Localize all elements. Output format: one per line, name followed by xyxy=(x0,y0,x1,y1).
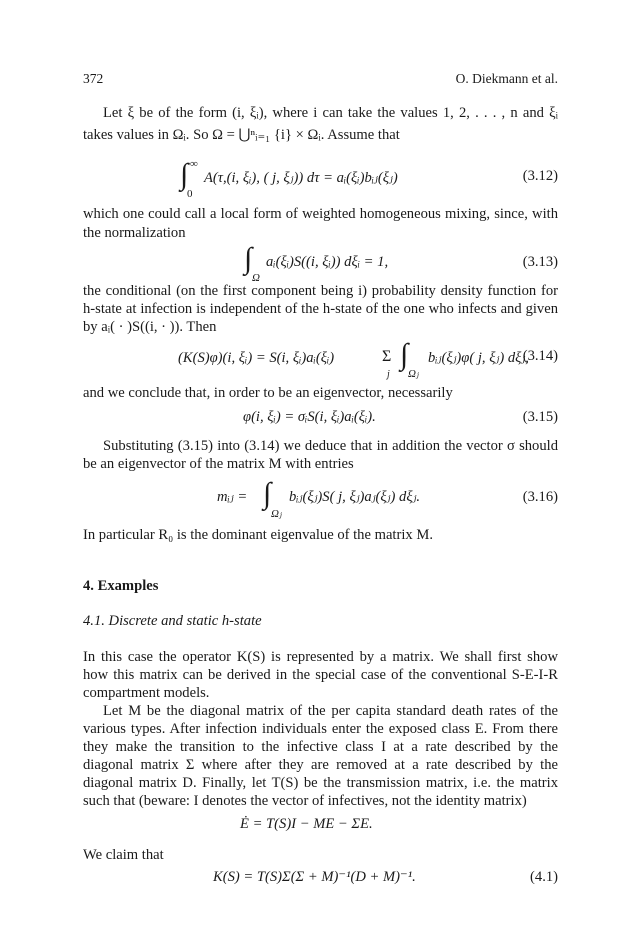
section-heading: 4. Examples xyxy=(83,578,159,594)
integral-lower-limit: Ω xyxy=(252,272,260,284)
text-line: be an eigenvector of the matrix M with entries xyxy=(83,456,354,472)
text-line: various types. After infection individuals enter the exposed class E. From there xyxy=(83,721,558,737)
equation-3-16 xyxy=(217,475,497,519)
integral-sign: ∫ xyxy=(263,477,272,510)
integral-upper-limit: ∞ xyxy=(190,158,198,170)
summation-index: j xyxy=(387,369,390,380)
equation-number: (3.16) xyxy=(522,489,558,505)
text-line: compartment models. xyxy=(83,685,210,701)
equation-body: bᵢⱼ(ξⱼ)φ( j, ξⱼ) dξⱼ, xyxy=(428,350,529,366)
text-line: In particular R₀ is the dominant eigenvalue of the matrix M. xyxy=(83,527,433,543)
running-head-authors: O. Diekmann et al. xyxy=(455,71,558,86)
equation-number: (3.14) xyxy=(522,348,558,364)
text-line: the conditional (on the first component being i) probability density function for xyxy=(83,283,558,299)
text-line: diagonal matrix D. Finally, let T(S) be the transmission matrix, i.e. the matrix xyxy=(83,775,558,791)
integral-lower-limit: 0 xyxy=(187,188,193,200)
text-line: In this case the operator K(S) is represented by a matrix. We shall first show xyxy=(83,649,558,665)
integral-lower-limit: Ωⱼ xyxy=(271,508,282,520)
text-line: the normalization xyxy=(83,225,186,241)
integral-lower-limit: Ωⱼ xyxy=(408,368,419,380)
equation-3-12 xyxy=(180,158,480,198)
equation-seir: Ė = T(S)I − ME − ΣE. xyxy=(240,816,373,832)
equation-number: (3.15) xyxy=(522,409,558,425)
equation-lhs: mᵢⱼ = xyxy=(217,489,248,505)
text-line: they make the transition to the infective class I at a rate described by the xyxy=(83,739,558,755)
text-line: Let ξ be of the form (i, ξᵢ), where i can take the values 1, 2, . . . , n and ξᵢ xyxy=(103,105,558,121)
equation-body: A(τ,(i, ξᵢ), ( j, ξⱼ)) dτ = aᵢ(ξᵢ)bᵢⱼ(ξⱼ) xyxy=(204,170,398,186)
equation-number: (3.13) xyxy=(522,254,558,270)
text-line: how this matrix can be derived in the special case of the conventional S-E-I-R xyxy=(83,667,558,683)
text-line: We claim that xyxy=(83,847,164,863)
subsection-heading: 4.1. Discrete and static h-state xyxy=(83,613,262,629)
text-line: takes values in Ωᵢ. So Ω = ⋃ⁿᵢ₌₁ {i} × Ωᵢ. Assume that xyxy=(83,127,400,143)
text-line: such that (beware: I denotes the vector of infectives, not the identity matrix) xyxy=(83,793,527,809)
integral-sign: ∫ xyxy=(400,338,409,371)
equation-4-1: K(S) = T(S)Σ(Σ + M)⁻¹(D + M)⁻¹. xyxy=(213,869,416,885)
text-line: h-state at infection is independent of the h-state of the one who infects and given xyxy=(83,301,558,317)
equation-body: bᵢⱼ(ξⱼ)S( j, ξⱼ)aⱼ(ξⱼ) dξⱼ. xyxy=(289,489,421,505)
text-line: and we conclude that, in order to be an eigenvector, necessarily xyxy=(83,385,453,401)
integral-sign: ∫ xyxy=(180,158,189,191)
equation-lhs: (K(S)φ)(i, ξᵢ) = S(i, ξᵢ)aᵢ(ξᵢ) xyxy=(178,350,335,366)
equation-number: (3.12) xyxy=(522,168,558,184)
integral-sign: ∫ xyxy=(244,242,253,275)
text-line: by aᵢ( · )S((i, · )). Then xyxy=(83,319,217,335)
equation-number: (4.1) xyxy=(530,869,558,885)
equation-body: aᵢ(ξᵢ)S((i, ξᵢ)) dξᵢ = 1, xyxy=(266,254,389,270)
page-number: 372 xyxy=(83,71,104,86)
equation-3-13 xyxy=(244,240,484,282)
text-line: Let M be the diagonal matrix of the per capita standard death rates of the xyxy=(103,703,558,719)
text-line: Substituting (3.15) into (3.14) we deduce that in addition the vector σ should xyxy=(103,438,558,454)
text-line: which one could call a local form of weighted homogeneous mixing, since, with xyxy=(83,206,558,222)
equation-3-14 xyxy=(178,338,529,380)
summation-sign: Σ xyxy=(382,348,392,365)
text-line: diagonal matrix Σ where after they are removed at a rate described by the xyxy=(83,757,558,773)
equation-3-15: φ(i, ξᵢ) = σᵢS(i, ξᵢ)aᵢ(ξᵢ). xyxy=(243,409,376,425)
